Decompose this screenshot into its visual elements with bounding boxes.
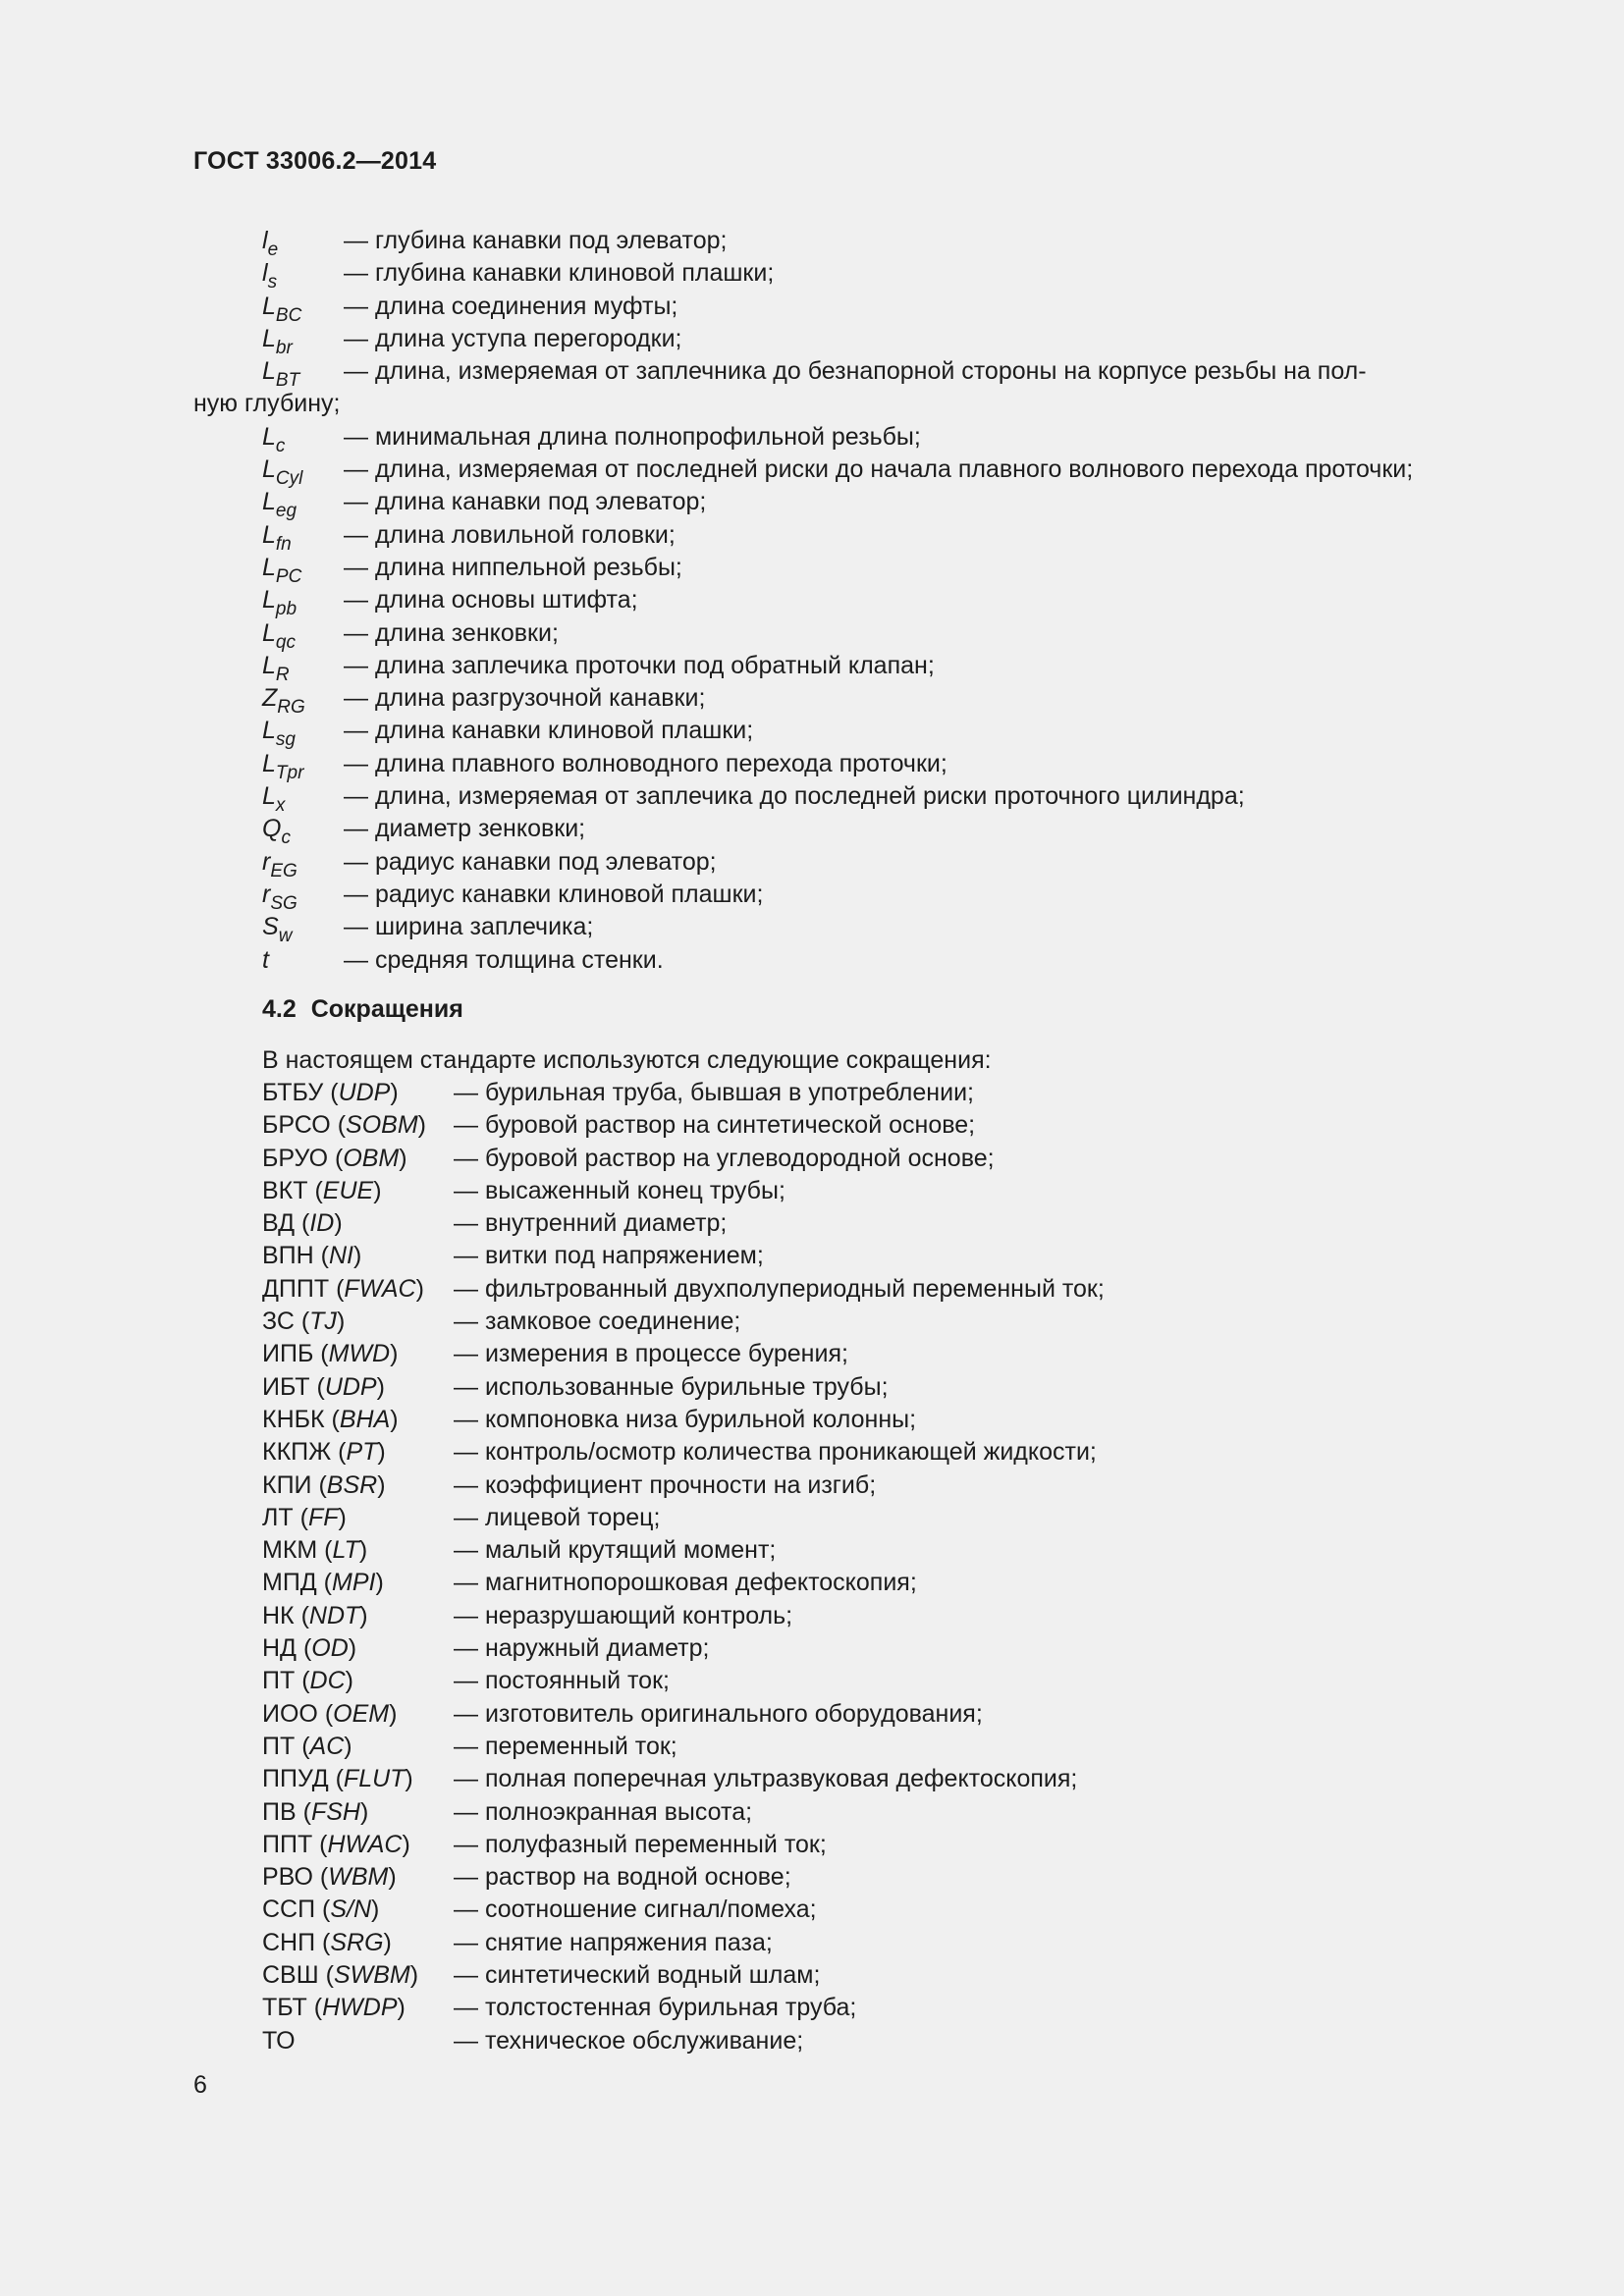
abbreviation: БРУО (OBM): [262, 1144, 407, 1172]
symbol-description: — длина заплечика проточки под обратный клапан;: [344, 651, 935, 679]
abbreviation: ДППТ (FWAC): [262, 1274, 424, 1303]
abbreviation-row: [262, 1763, 1519, 1795]
abbreviation-row: [262, 1992, 1519, 2024]
symbol-description: — длина основы штифта;: [344, 586, 638, 614]
symbol-row: [193, 682, 1509, 719]
abbreviation: ПВ (FSH): [262, 1797, 369, 1826]
page-number: 6: [193, 2071, 207, 2099]
symbol-row: [193, 650, 1509, 685]
abbreviation: КПИ (BSR): [262, 1470, 386, 1499]
symbol: $L_{Tpr}$: [262, 749, 304, 783]
symbol: $L_{BT}$: [262, 357, 300, 392]
abbreviation: ВПН (NI): [262, 1242, 362, 1270]
symbol-row: [193, 748, 1509, 783]
abbreviation-row: [262, 1273, 1519, 1306]
symbol: $L_{fn}$: [262, 520, 292, 555]
abbreviation-description: — синтетический водный шлам;: [454, 1961, 821, 1990]
abbreviation-row: [262, 1796, 1519, 1829]
abbreviation: БТБУ (UDP): [262, 1079, 399, 1106]
symbol-row-continuation: ную глубину;: [193, 390, 341, 418]
symbol-row: [193, 552, 1509, 587]
symbol-description: — длина канавки клиновой плашки;: [344, 717, 754, 745]
abbreviation: ССП (S/N): [262, 1896, 380, 1924]
symbol: $Z_{RG}$: [262, 684, 305, 719]
symbol-row: [193, 225, 1509, 260]
abbreviation-row: [262, 1632, 1519, 1665]
symbol-row: [193, 454, 1509, 490]
symbol-description: — длина канавки под элеватор;: [344, 488, 707, 516]
abbreviation: ИОО (OEM): [262, 1699, 398, 1728]
abbreviation-row: [262, 1240, 1519, 1272]
abbreviation: МКМ (LT): [262, 1536, 368, 1565]
abbreviation-row: [262, 1829, 1519, 1861]
symbol: $r_{EG}$: [262, 847, 298, 881]
symbol: $L_c$: [262, 422, 286, 456]
symbol-description: — длина, измеряемая от заплечика до последней риски проточного цилиндра;: [344, 782, 1245, 811]
abbreviation: ВКТ (EUE): [262, 1176, 382, 1204]
abbreviation-description: — техническое обслуживание;: [454, 2026, 804, 2055]
symbol-row: [193, 291, 1509, 326]
abbreviation-row: [262, 1077, 1519, 1109]
symbol-description: — длина, измеряемая от последней риски до начала плавного волнового перехода проточки;: [344, 455, 1414, 484]
abbreviation-description: — буровой раствор на углеводородной основе;: [454, 1144, 995, 1172]
symbol: $S_w$: [262, 913, 293, 947]
abbreviation: ППТ (HWAC): [262, 1830, 410, 1858]
symbol-description: — длина плавного волноводного перехода проточки;: [344, 749, 947, 777]
symbol: $L_{qc}$: [262, 618, 296, 653]
symbol-row: [193, 323, 1509, 358]
abbreviation: ЗС (TJ): [262, 1308, 346, 1336]
abbreviation-row: [262, 1143, 1519, 1175]
abbreviation-row: [262, 1404, 1519, 1436]
abbreviation-description: — компоновка низа бурильной колонны;: [454, 1405, 917, 1433]
symbol-description: — минимальная длина полнопрофильной резьбы;: [344, 422, 921, 451]
abbreviation: ИБТ (UDP): [262, 1372, 385, 1401]
abbreviation-description: — полуфазный переменный ток;: [454, 1830, 827, 1858]
abbreviation-description: — изготовитель оригинального оборудования;: [454, 1699, 983, 1728]
symbol-description: — средняя толщина стенки.: [344, 945, 664, 974]
section-title-text: Сокращения: [310, 995, 463, 1023]
symbol: $l_e$: [262, 227, 279, 260]
abbreviation: ТБТ (HWDP): [262, 1994, 406, 2022]
abbreviations-intro: В настоящем стандарте используются следующие сокращения:: [262, 1046, 992, 1074]
abbreviation: ППУД (FLUT): [262, 1765, 413, 1793]
symbol-row: [193, 780, 1509, 817]
document-header: ГОСТ 33006.2—2014: [193, 147, 437, 175]
symbol: $L_{pb}$: [262, 586, 298, 620]
abbreviation: ТО: [262, 2026, 296, 2055]
symbol: $L_{PC}$: [262, 553, 302, 587]
abbreviation-row: [262, 1698, 1519, 1731]
abbreviation-row: [262, 1959, 1519, 1992]
abbreviation-row: [262, 1927, 1519, 1959]
abbreviation-row: [262, 1534, 1519, 1567]
abbreviation-row: [262, 1436, 1519, 1468]
symbol-description: — глубина канавки клиновой плашки;: [344, 259, 775, 288]
abbreviation-description: — полноэкранная высота;: [454, 1797, 753, 1826]
symbol: $r_{SG}$: [262, 880, 298, 914]
abbreviation-description: — внутренний диаметр;: [454, 1209, 728, 1238]
symbol-row: [193, 519, 1509, 555]
abbreviation-description: — лицевой торец;: [454, 1503, 661, 1531]
symbol-description: — диаметр зенковки;: [344, 815, 586, 843]
abbreviation: ПТ (DC): [262, 1667, 353, 1695]
abbreviation-row: [262, 1371, 1519, 1404]
symbol: $L_{Cyl}$: [262, 455, 303, 490]
abbreviation: НК (NDT): [262, 1601, 368, 1629]
abbreviation-description: — малый крутящий момент;: [454, 1536, 777, 1565]
abbreviation-description: — буровой раствор на синтетической основе;: [454, 1111, 976, 1140]
abbreviation: РВО (WBM): [262, 1863, 397, 1892]
abbreviation-description: — использованные бурильные трубы;: [454, 1372, 889, 1401]
symbol-row: [193, 911, 1509, 947]
abbreviation-description: — неразрушающий контроль;: [454, 1601, 793, 1629]
symbol-row: [193, 584, 1509, 620]
symbol-description: — радиус канавки под элеватор;: [344, 847, 717, 876]
abbreviation: МПД (MPI): [262, 1569, 384, 1597]
abbreviation: ККПЖ (PT): [262, 1438, 386, 1467]
abbreviation-row: [262, 1600, 1519, 1632]
symbol: $L_{BC}$: [262, 292, 302, 326]
abbreviation-description: — снятие напряжения паза;: [454, 1928, 773, 1956]
abbreviation-description: — коэффициент прочности на изгиб;: [454, 1470, 877, 1499]
section-number: 4.2: [262, 995, 297, 1023]
abbreviation-description: — бурильная труба, бывшая в употреблении;: [454, 1079, 974, 1106]
symbol-description: — длина соединения муфты;: [344, 292, 678, 320]
symbol-description: — глубина канавки под элеватор;: [344, 227, 728, 254]
symbol-row: [193, 355, 1509, 392]
abbreviation-description: — наружный диаметр;: [454, 1634, 710, 1663]
symbol-row: [193, 813, 1509, 849]
symbol-row: [193, 421, 1509, 454]
abbreviation-description: — фильтрованный двухполупериодный переменный ток;: [454, 1274, 1105, 1303]
abbreviation-row: [262, 1207, 1519, 1240]
symbol-description: — ширина заплечика;: [344, 913, 594, 941]
abbreviation-description: — измерения в процессе бурения;: [454, 1340, 848, 1368]
abbreviation-description: — постоянный ток;: [454, 1667, 670, 1695]
symbol: $L_x$: [262, 782, 286, 817]
abbreviation-description: — замковое соединение;: [454, 1308, 741, 1336]
abbreviation-row: [262, 1175, 1519, 1207]
section-title: [262, 995, 463, 1024]
abbreviation: СВШ (SWBM): [262, 1961, 419, 1990]
abbreviation: ВД (ID): [262, 1209, 343, 1238]
symbol: $l_s$: [262, 259, 278, 294]
abbreviations-list: [262, 1077, 1519, 2057]
symbol-description: — длина разгрузочной канавки;: [344, 684, 706, 713]
symbol-row: [193, 257, 1509, 294]
abbreviation-description: — витки под напряжением;: [454, 1242, 764, 1270]
abbreviation-row: [262, 1338, 1519, 1370]
abbreviation: НД (OD): [262, 1634, 357, 1663]
abbreviation-row: [262, 1469, 1519, 1502]
symbol-description: — радиус канавки клиновой плашки;: [344, 880, 764, 908]
abbreviation: ПТ (AC): [262, 1732, 352, 1760]
abbreviation-row: [262, 1665, 1519, 1697]
abbreviation-row: [262, 1306, 1519, 1338]
abbreviation-row: [262, 2025, 1519, 2057]
symbol-row: [193, 486, 1509, 522]
symbol: $Q_c$: [262, 815, 291, 849]
abbreviation-description: — высаженный конец трубы;: [454, 1176, 785, 1204]
symbol-row: [193, 715, 1509, 751]
symbol-description: — длина, измеряемая от заплечника до безнапорной стороны на корпусе резьбы на пол-: [344, 357, 1367, 386]
symbol: $L_R$: [262, 651, 290, 685]
symbol-description: — длина зенковки;: [344, 618, 559, 647]
abbreviation: БРСО (SOBM): [262, 1111, 426, 1140]
abbreviation-description: — толстостенная бурильная труба;: [454, 1994, 857, 2022]
abbreviation-description: — соотношение сигнал/помеха;: [454, 1896, 817, 1924]
abbreviation-row: [262, 1567, 1519, 1599]
symbols-list: [193, 225, 1509, 977]
symbol-row: [193, 846, 1509, 879]
abbreviation-description: — магнитнопорошковая дефектоскопия;: [454, 1569, 917, 1597]
symbol-description: — длина ниппельной резьбы;: [344, 553, 682, 581]
symbol-description: — длина ловильной головки;: [344, 520, 676, 549]
abbreviation: ИПБ (MWD): [262, 1340, 399, 1368]
symbol-row: [193, 944, 1509, 977]
abbreviation-row: [262, 1731, 1519, 1763]
symbol-description: — длина уступа перегородки;: [344, 324, 682, 352]
symbol: $L_{sg}$: [262, 717, 296, 751]
symbol-row: [193, 617, 1509, 653]
abbreviation-description: — переменный ток;: [454, 1732, 677, 1760]
abbreviation-row: [262, 1109, 1519, 1142]
abbreviation-description: — контроль/осмотр количества проникающей жидкости;: [454, 1438, 1097, 1467]
abbreviation-description: — раствор на водной основе;: [454, 1863, 791, 1892]
abbreviation: СНП (SRG): [262, 1928, 392, 1956]
abbreviation-row: [262, 1894, 1519, 1926]
symbol: $L_{br}$: [262, 324, 293, 358]
abbreviation: КНБК (BHA): [262, 1405, 399, 1433]
symbol: t: [262, 945, 269, 974]
abbreviation: ЛТ (FF): [262, 1503, 347, 1531]
abbreviation-row: [262, 1502, 1519, 1534]
symbol-row: [193, 879, 1509, 914]
symbol: $L_{eg}$: [262, 488, 298, 522]
abbreviation-row: [262, 1861, 1519, 1894]
abbreviation-description: — полная поперечная ультразвуковая дефектоскопия;: [454, 1765, 1078, 1793]
